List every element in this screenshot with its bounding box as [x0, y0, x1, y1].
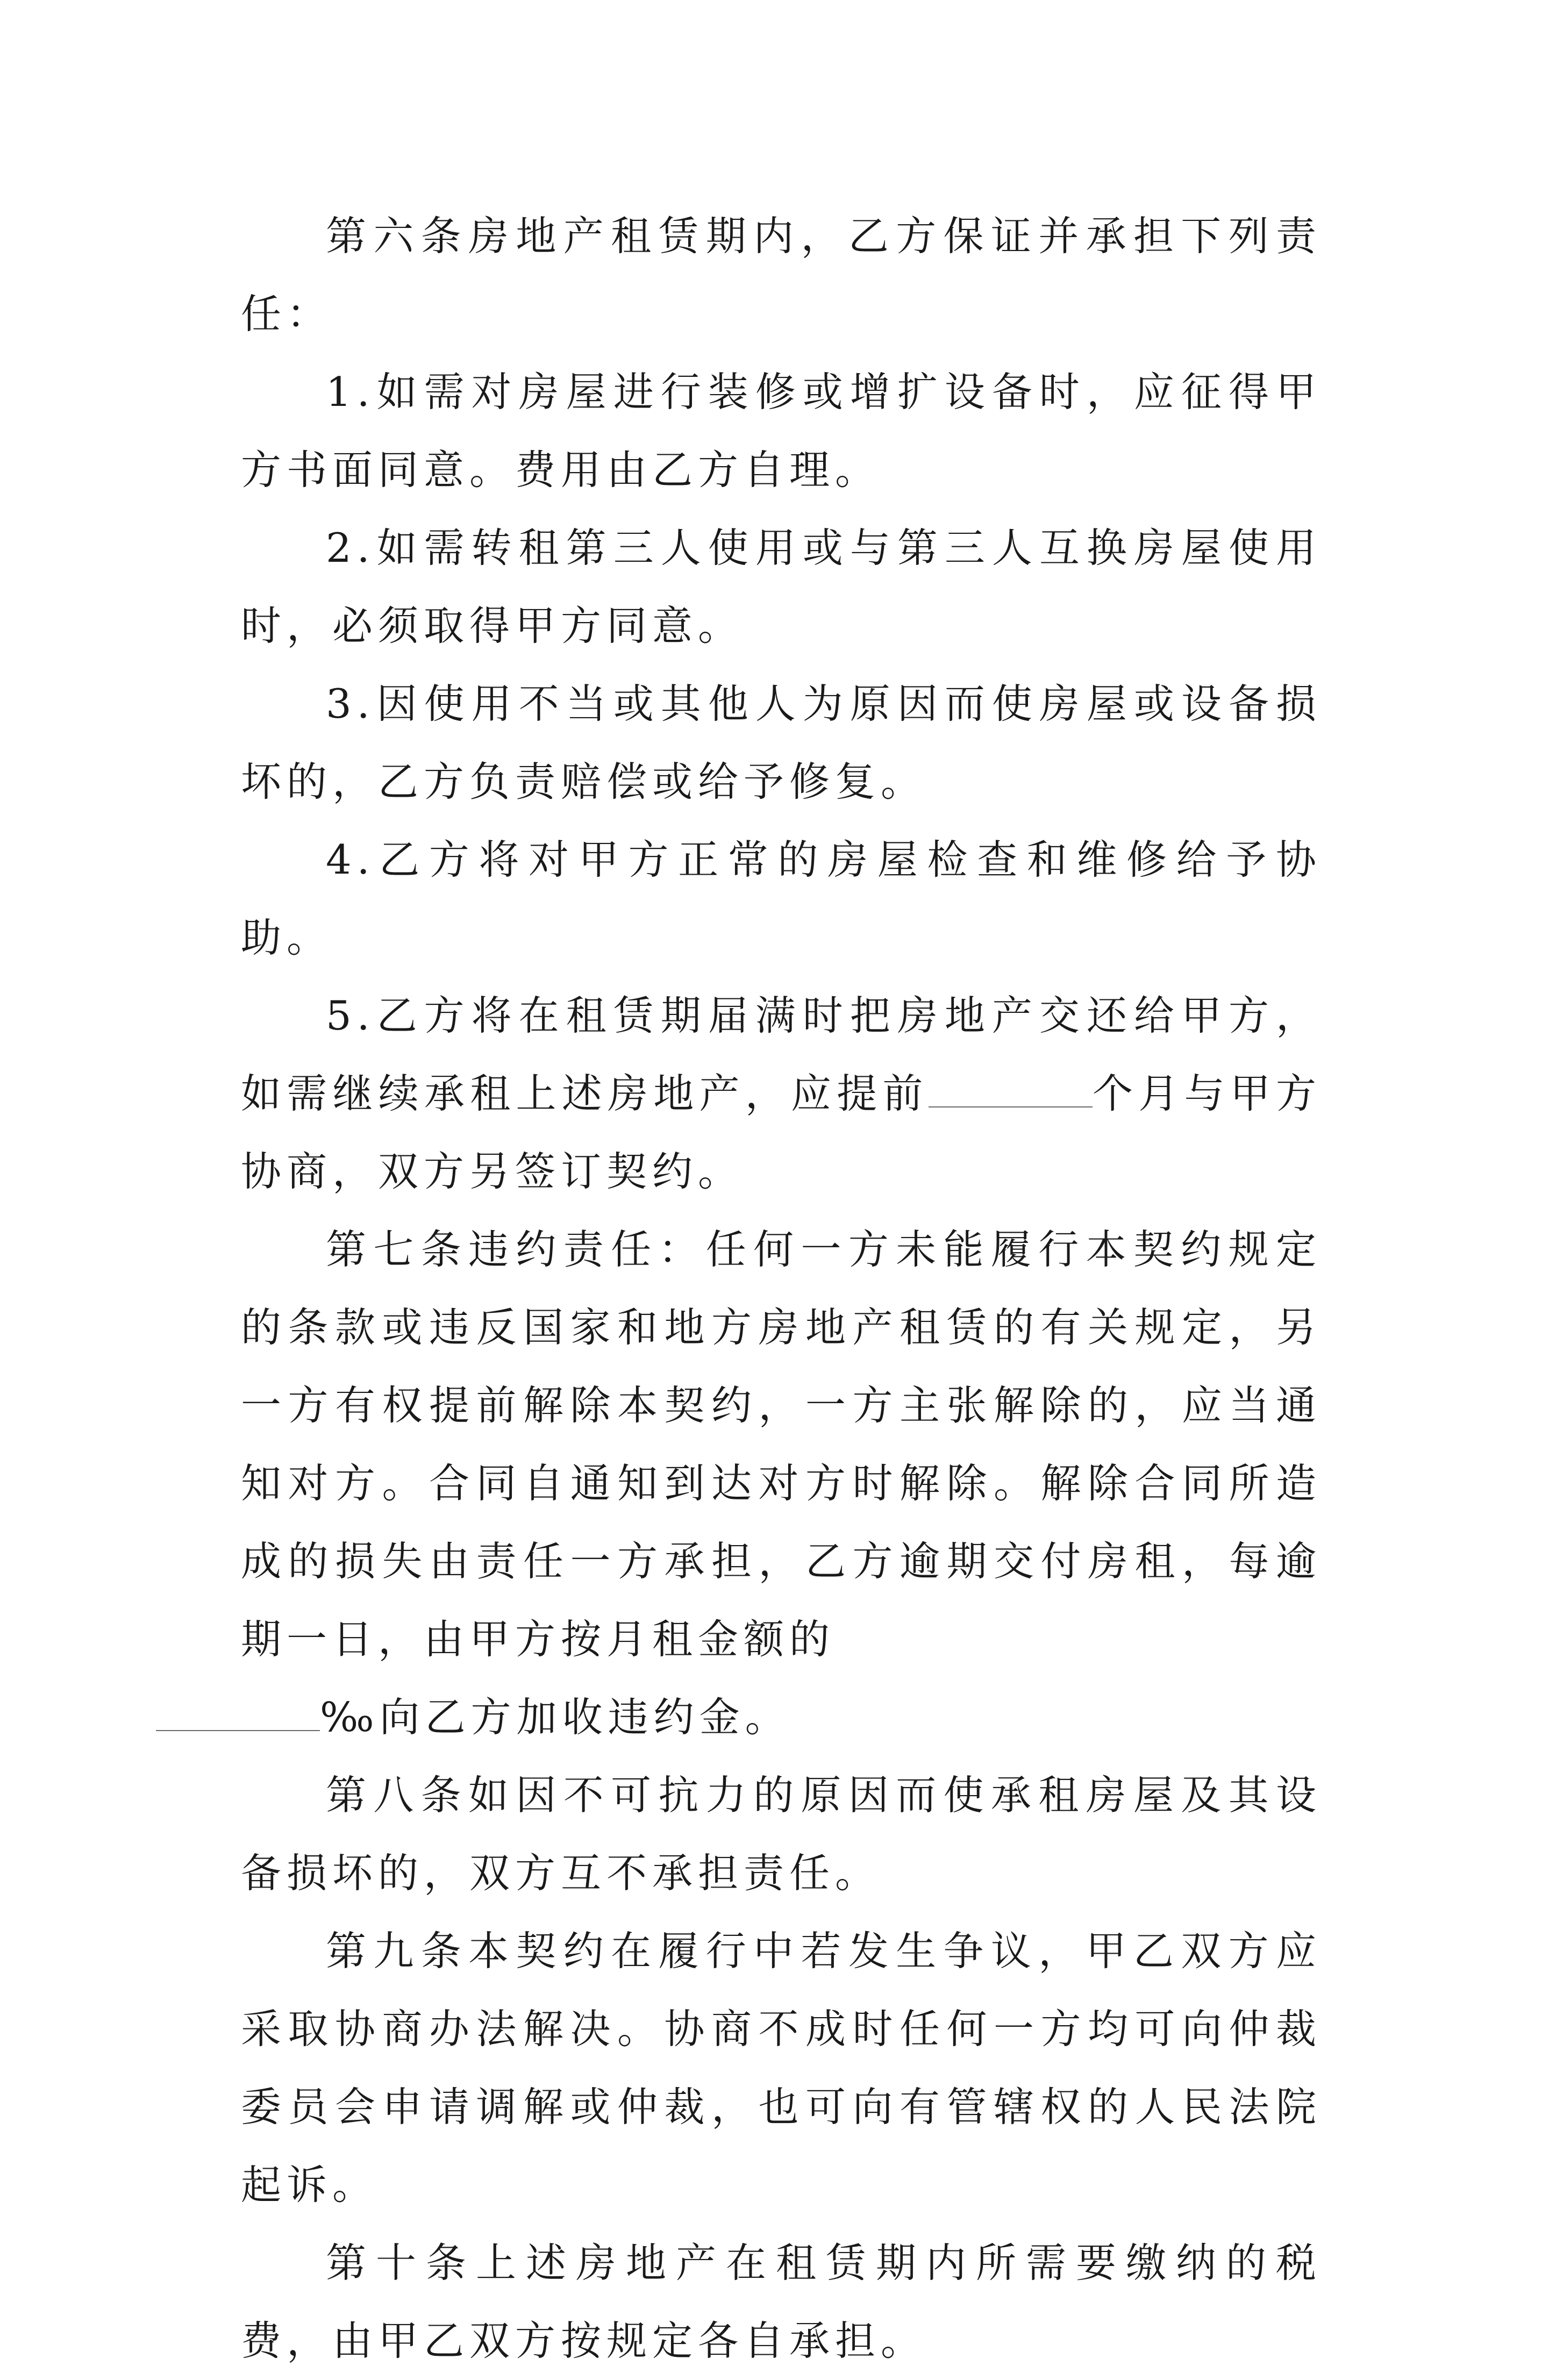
- penalty-rate-blank: [156, 1698, 320, 1731]
- article-9: 第九条本契约在履行中若发生争议，甲乙双方应采取协商办法解决。协商不成时任何一方均可向仲裁委员会申请调解或仲裁，也可向有管辖权的人民法院起诉。: [241, 1927, 1322, 2209]
- document-body: [241, 197, 1322, 2380]
- article-10: 第十条上述房地产在租赁期内所需要缴纳的税费，由甲乙双方按规定各自承担。: [241, 2239, 1322, 2364]
- article-8: 第八条如因不可抗力的原因而使承租房屋及其设备损坏的，双方互不承担责任。: [241, 1771, 1322, 1897]
- article-7-text-before: 第七条违约责任：任何一方未能履行本契约规定的条款或违反国家和地方房地产租赁的有关规定，另一方有权提前解除本契约，一方主张解除的，应当通知对方。合同自通知到达对方时解除。解除合同所造成的损失由责任一方承担，乙方逾期交付房租，每逾期一日，由甲方按月租金额的: [241, 1226, 1322, 1663]
- article-6-item-5-text-after: 个月与甲方协商，双方另签订契约。: [241, 1070, 1322, 1195]
- article-6-item-5: [241, 977, 1322, 1211]
- months-blank: [929, 1074, 1093, 1107]
- article-6-item-5-text-before: 5.乙方将在租赁期届满时把房地产交还给甲方，如需继续承租上述房地产，应提前: [241, 992, 1322, 1117]
- article-6-item-1: 1.如需对房屋进行装修或增扩设备时，应征得甲方书面同意。费用由乙方自理。: [241, 368, 1322, 494]
- article-7-text-after: ‰向乙方加收违约金。: [320, 1693, 791, 1741]
- article-6-item-2: 2.如需转租第三人使用或与第三人互换房屋使用时，必须取得甲方同意。: [241, 524, 1322, 649]
- article-6-item-3: 3.因使用不当或其他人为原因而使房屋或设备损坏的，乙方负责赔偿或给予修复。: [241, 680, 1322, 805]
- article-6-item-4: 4.乙方将对甲方正常的房屋检查和维修给予协助。: [241, 836, 1322, 961]
- article-7: [241, 1211, 1322, 1756]
- article-6-heading: 第六条房地产租赁期内，乙方保证并承担下列责任：: [241, 212, 1322, 338]
